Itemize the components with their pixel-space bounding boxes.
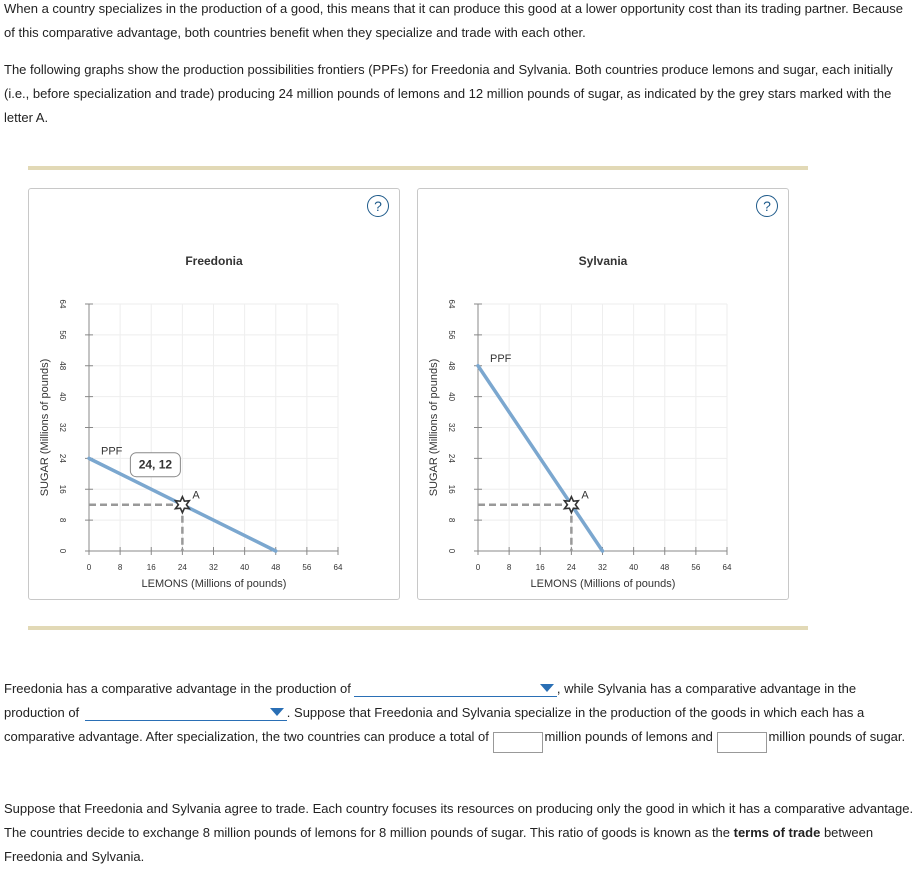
freedonia-graph-panel: [28, 188, 400, 600]
x-tick-label: 8: [117, 563, 123, 572]
chart-title: Freedonia: [185, 254, 243, 268]
y-tick-label: 48: [447, 361, 456, 371]
y-axis-label: SUGAR (Millions of pounds): [39, 358, 51, 497]
y-tick-label: 24: [58, 453, 67, 463]
intro-paragraph-2: The following graphs show the production possibilities frontiers (PPFs) for Freedonia and Sylvania. Both countries produce lemons and sugar, each initially (i.e., before specialization and trade) producing 24 million pounds of lemons and 12 million pounds of sugar, as indicated by the grey stars marked with the letter A.: [4, 62, 893, 125]
question-block: [4, 677, 918, 753]
x-tick-label: 40: [629, 563, 639, 572]
y-tick-label: 32: [447, 423, 456, 432]
x-tick-label: 0: [86, 563, 92, 572]
terms-of-trade-bold: terms of trade: [733, 825, 821, 840]
ppf-label: PPF: [101, 445, 123, 458]
x-tick-label: 0: [475, 563, 481, 572]
freedonia-help-button[interactable]: ?: [367, 195, 389, 217]
star-marker-a: [175, 497, 189, 513]
x-tick-label: 32: [209, 563, 218, 572]
chart-title: Sylvania: [578, 254, 628, 268]
terms-tail: between Freedonia and Sylvania.: [4, 825, 874, 864]
question-text-5: million pounds of sugar.: [768, 729, 906, 744]
x-axis-label: LEMONS (Millions of pounds): [530, 578, 676, 590]
y-tick-label: 56: [58, 330, 67, 340]
x-tick-label: 24: [566, 563, 576, 572]
x-tick-label: 56: [691, 563, 701, 572]
y-tick-label: 40: [58, 392, 67, 402]
freedonia-advantage-dropdown[interactable]: [354, 680, 557, 697]
x-tick-label: 16: [146, 563, 156, 572]
terms-of-trade-paragraph: [4, 797, 916, 869]
question-text-4: million pounds of lemons and: [544, 729, 713, 744]
x-tick-label: 24: [177, 563, 187, 572]
sylvania-advantage-dropdown[interactable]: [85, 704, 287, 721]
y-tick-label: 24: [447, 453, 456, 463]
y-tick-label: 8: [447, 517, 456, 523]
x-tick-label: 64: [722, 563, 732, 572]
question-text-3: . Suppose that Freedonia and Sylvania specialize in the production of the goods in which each has a comparative advantage. After specialization, the two countries can produce a total of: [4, 705, 865, 744]
x-tick-label: 64: [333, 563, 343, 572]
divider-bottom: [28, 626, 808, 630]
total-sugar-input[interactable]: [717, 732, 767, 753]
y-tick-label: 64: [58, 299, 67, 309]
terms-text: Suppose that Freedonia and Sylvania agree to trade. Each country focuses its resources on producing only the good in which it has a comparative advantage. The countries decide to exchange 8 million pounds of lemons for 8 million pounds of sugar. This ratio of goods is known as the: [4, 801, 914, 840]
y-tick-label: 40: [447, 392, 456, 402]
x-tick-label: 48: [660, 563, 670, 572]
divider-top: [28, 166, 808, 170]
y-axis-label: SUGAR (Millions of pounds): [428, 358, 440, 497]
point-label-a: A: [581, 489, 589, 502]
chevron-down-icon: [540, 684, 554, 692]
ppf-label: PPF: [490, 352, 512, 365]
y-tick-label: 16: [58, 484, 67, 494]
x-tick-label: 56: [302, 563, 312, 572]
x-axis-label: LEMONS (Millions of pounds): [141, 578, 287, 590]
x-tick-label: 32: [598, 563, 607, 572]
y-tick-label: 64: [447, 299, 456, 309]
y-tick-label: 48: [58, 361, 67, 371]
question-text-1: Freedonia has a comparative advantage in the production of: [4, 681, 351, 696]
y-tick-label: 16: [447, 484, 456, 494]
sylvania-help-button[interactable]: ?: [756, 195, 778, 217]
y-tick-label: 32: [58, 423, 67, 432]
point-label-a: A: [192, 489, 200, 502]
freedonia-chart[interactable]: [29, 189, 399, 599]
question-text-2: , while Sylvania has a comparative advantage in the production of: [4, 681, 857, 720]
sylvania-graph-panel: [417, 188, 789, 600]
y-tick-label: 0: [58, 548, 67, 554]
x-tick-label: 8: [506, 563, 512, 572]
x-tick-label: 48: [271, 563, 281, 572]
intro-paragraph-1: When a country specializes in the production of a good, this means that it can produce this good at a lower opportunity cost than its trading partner. Because of this comparative advantage, both countries benefit when they specialize and trade with each other.: [4, 1, 903, 40]
chevron-down-icon: [270, 708, 284, 716]
point-tooltip-text: 24, 12: [138, 457, 173, 472]
sylvania-chart[interactable]: [418, 189, 788, 599]
x-tick-label: 16: [535, 563, 545, 572]
y-tick-label: 0: [447, 548, 456, 554]
x-tick-label: 40: [240, 563, 250, 572]
y-tick-label: 8: [58, 517, 67, 523]
total-lemons-input[interactable]: [493, 732, 543, 753]
y-tick-label: 56: [447, 330, 456, 340]
